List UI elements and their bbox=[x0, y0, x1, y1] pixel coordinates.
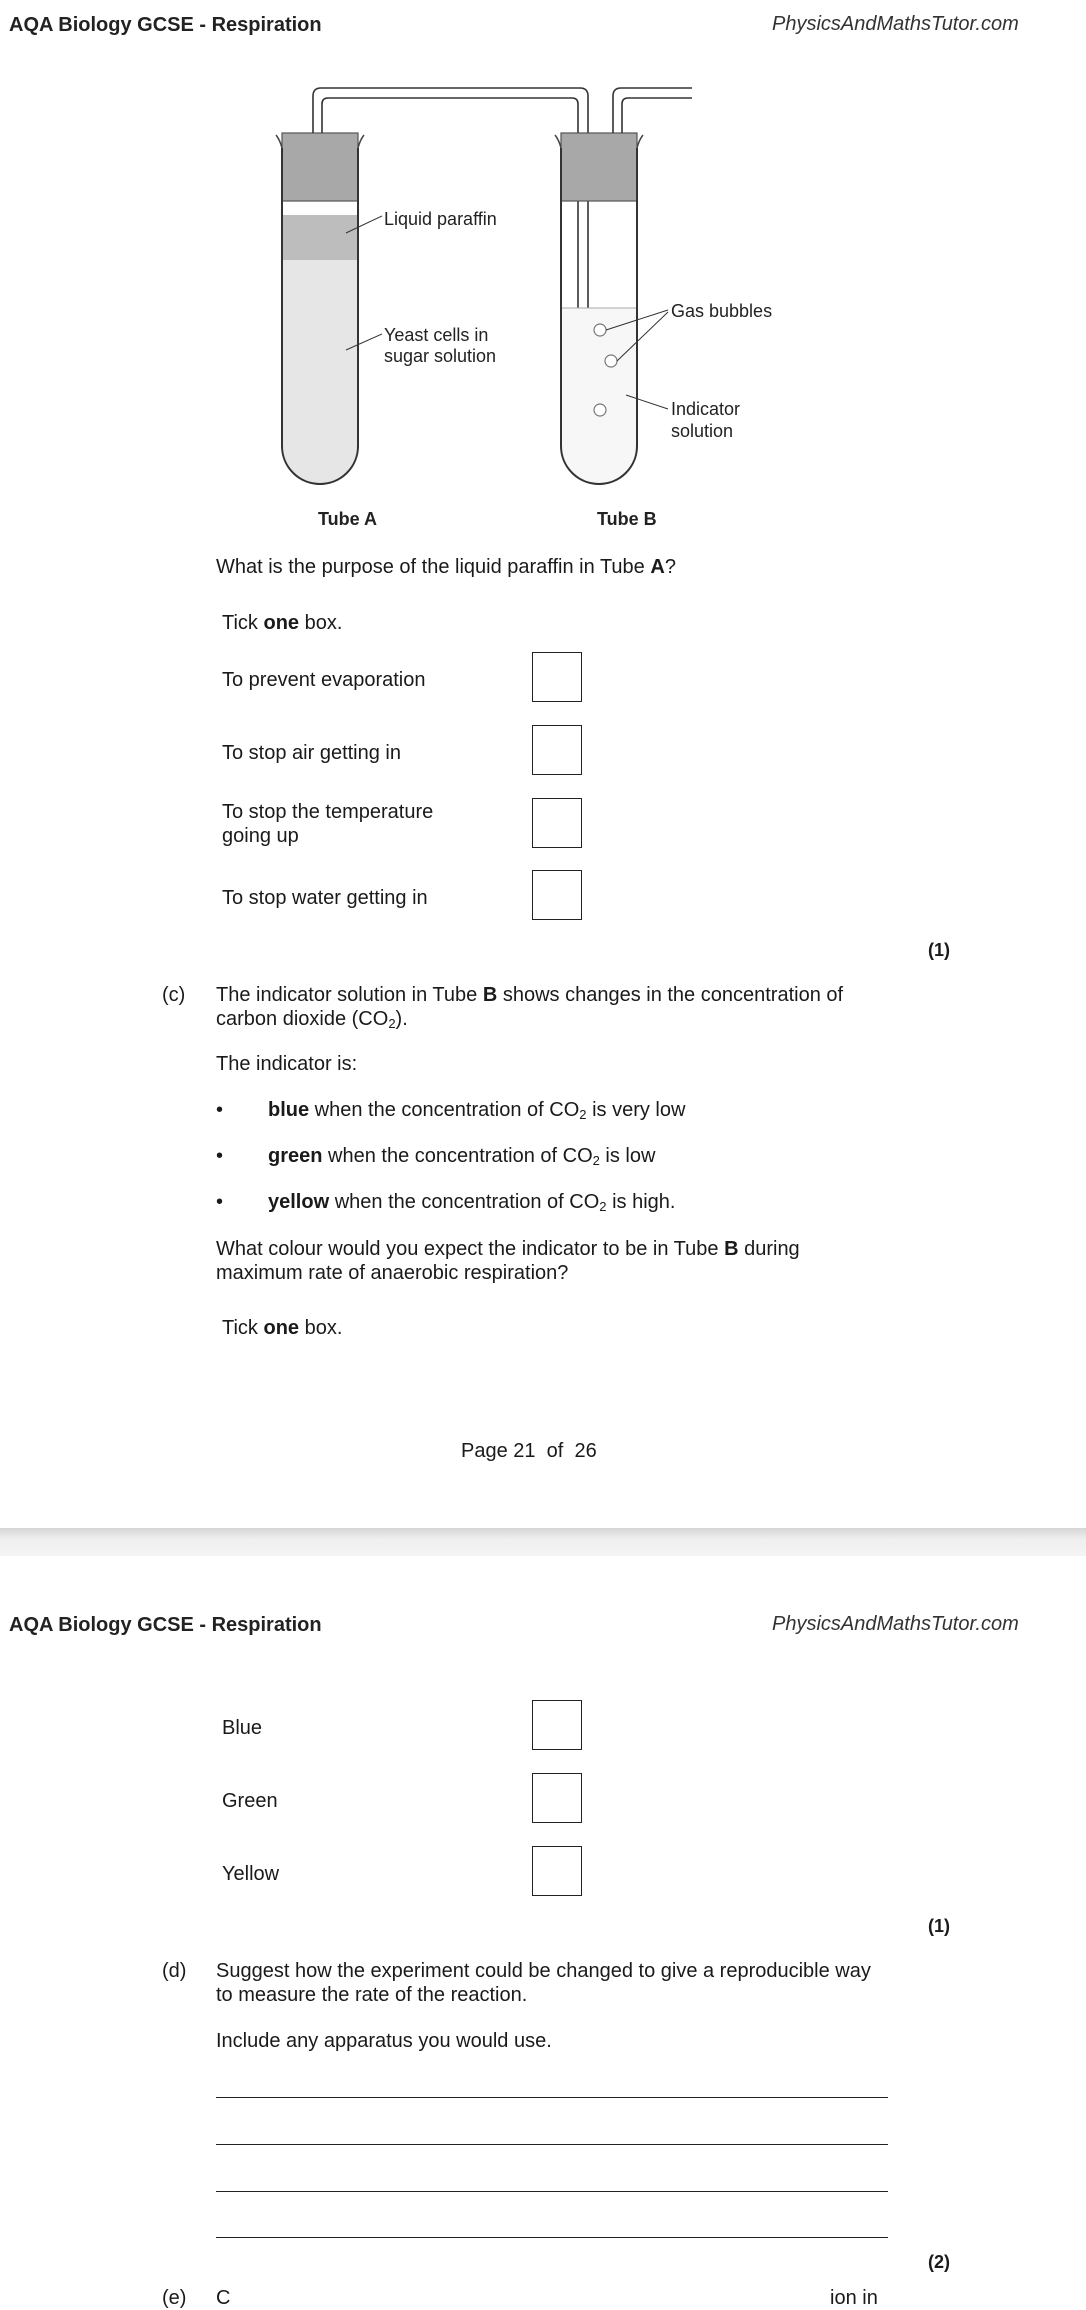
label-yeast-line1: Yeast cells in bbox=[384, 325, 489, 345]
question-d-line1: Suggest how the experiment could be changed to give a reproducible way bbox=[216, 1960, 871, 1982]
bullet-green: green when the concentration of $CO_2$ is low bbox=[268, 1145, 656, 1168]
tick-instruction: Tick one box. bbox=[222, 1317, 343, 1339]
label-gas-bubbles: Gas bubbles bbox=[671, 301, 773, 321]
label-liquid-paraffin: Liquid paraffin bbox=[384, 209, 497, 229]
bullet-symbol: • bbox=[216, 1145, 224, 1167]
tick-box-stop-water[interactable] bbox=[532, 870, 582, 920]
option-label: To stop water getting in bbox=[222, 887, 428, 909]
marks-b: (1) bbox=[928, 940, 950, 960]
page-footer: Page 21 of 26 bbox=[461, 1440, 597, 1462]
apparatus-diagram bbox=[0, 0, 1086, 540]
page-22 bbox=[0, 1556, 1086, 2309]
question-c-label: (c) bbox=[162, 984, 186, 1006]
tick-box-yellow[interactable] bbox=[532, 1846, 582, 1896]
tick-box-prevent-evaporation[interactable] bbox=[532, 652, 582, 702]
option-label-continued: going up bbox=[222, 825, 299, 847]
option-label: To stop air getting in bbox=[222, 742, 401, 764]
answer-line[interactable] bbox=[216, 2144, 888, 2145]
option-label: To prevent evaporation bbox=[222, 669, 426, 691]
bullet-symbol: • bbox=[216, 1191, 224, 1213]
question-e-label: (e) bbox=[162, 2287, 187, 2309]
question-d-label: (d) bbox=[162, 1960, 187, 1982]
answer-line[interactable] bbox=[216, 2237, 888, 2238]
header-site: PhysicsAndMathsTutor.com bbox=[772, 13, 1019, 35]
label-tube-b: Tube B bbox=[597, 509, 657, 529]
answer-line[interactable] bbox=[216, 2191, 888, 2192]
page-separator bbox=[0, 1528, 1086, 1556]
header-site: PhysicsAndMathsTutor.com bbox=[772, 1613, 1019, 1635]
question-e-text-start: C bbox=[216, 2287, 231, 2309]
tick-box-stop-air[interactable] bbox=[532, 725, 582, 775]
tube-a bbox=[276, 88, 588, 484]
option-label: To stop the temperature bbox=[222, 801, 434, 823]
question-d-line2: to measure the rate of the reaction. bbox=[216, 1984, 528, 2006]
label-yeast-line2: sugar solution bbox=[384, 346, 497, 366]
answer-line[interactable] bbox=[216, 2097, 888, 2098]
option-label: Yellow bbox=[222, 1863, 280, 1885]
question-e-text-end: ion in bbox=[830, 2287, 878, 2309]
header-title: AQA Biology GCSE - Respiration bbox=[9, 1614, 322, 1636]
label-indicator-line1: Indicator bbox=[671, 399, 741, 419]
marks-d: (2) bbox=[928, 2252, 950, 2272]
question-c-line2: carbon dioxide $(CO_2)$. bbox=[216, 1008, 408, 1031]
option-label: Blue bbox=[222, 1717, 263, 1739]
question-c-line1: The indicator solution in Tube B shows changes in the concentration of bbox=[216, 984, 844, 1006]
tick-box-green[interactable] bbox=[532, 1773, 582, 1823]
header-title: AQA Biology GCSE - Respiration bbox=[9, 14, 322, 36]
indicator-intro: The indicator is: bbox=[216, 1053, 358, 1075]
question-b-text: What is the purpose of the liquid paraffin in Tube A? bbox=[216, 556, 676, 578]
bullet-blue: blue when the concentration of $CO_2$ is very low bbox=[268, 1099, 686, 1122]
question-c-ask2: maximum rate of anaerobic respiration? bbox=[216, 1262, 569, 1284]
tick-instruction: Tick one box. bbox=[222, 612, 343, 634]
tick-box-stop-temperature[interactable] bbox=[532, 798, 582, 848]
label-tube-a: Tube A bbox=[318, 509, 377, 529]
question-c-ask1: What colour would you expect the indicator to be in Tube B during bbox=[216, 1238, 800, 1260]
bullet-symbol: • bbox=[216, 1099, 224, 1121]
option-label: Green bbox=[222, 1790, 278, 1812]
bullet-yellow: yellow when the concentration of $CO_2$ is high. bbox=[268, 1191, 676, 1214]
label-indicator-line2: solution bbox=[671, 421, 734, 441]
marks-c: (1) bbox=[928, 1916, 950, 1936]
question-d-line3: Include any apparatus you would use. bbox=[216, 2030, 552, 2052]
tick-box-blue[interactable] bbox=[532, 1700, 582, 1750]
